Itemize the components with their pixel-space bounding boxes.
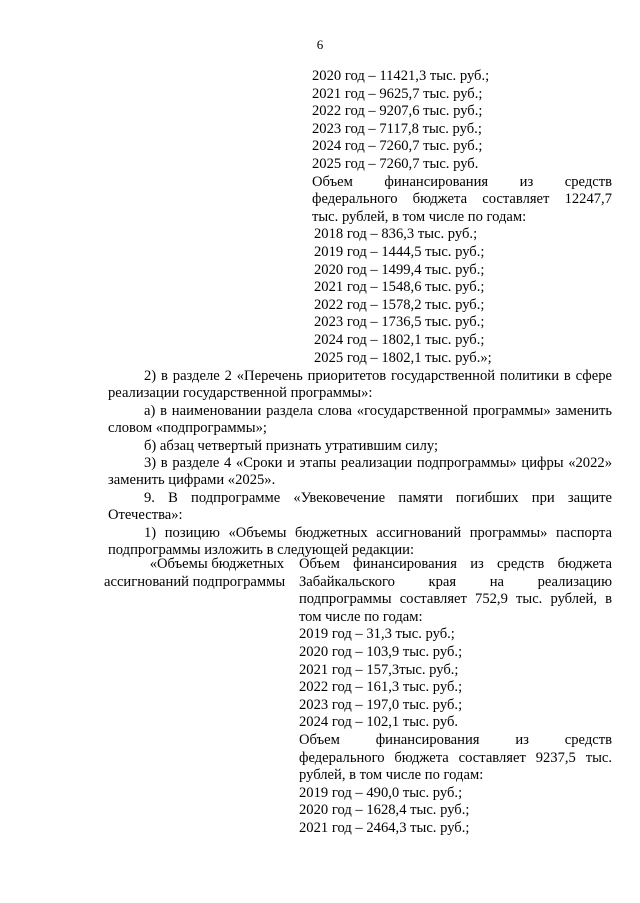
- regional-funding-line: Забайкальского края на реализацию: [299, 573, 612, 590]
- year-line: 2021 год – 157,3тыс. руб.;: [299, 661, 459, 678]
- year-line: 2018 год – 836,3 тыс. руб.;: [314, 226, 478, 243]
- passport-label: [104, 556, 284, 591]
- paragraph: 9. В подпрограмме «Увековечение памяти погибших при защите Отечества»:: [108, 489, 612, 524]
- year-line: 2023 год – 197,0 тыс. руб.;: [299, 696, 463, 713]
- federal-funding-line: Объем финансирования из средств: [312, 173, 612, 190]
- regional-funding-line: подпрограммы составляет 752,9 тыс. рублей, в: [299, 591, 612, 608]
- year-line: 2021 год – 9625,7 тыс. руб.;: [312, 85, 483, 102]
- year-line: 2019 год – 490,0 тыс. руб.;: [299, 784, 463, 801]
- funding-column-top: [312, 68, 612, 367]
- year-line: 2024 год – 102,1 тыс. руб.: [299, 714, 459, 731]
- year-line: 2022 год – 161,3 тыс. руб.;: [299, 679, 463, 696]
- year-line: 2022 год – 1578,2 тыс. руб.;: [314, 296, 485, 313]
- year-line: 2021 год – 1548,6 тыс. руб.;: [314, 279, 485, 296]
- year-line: 2020 год – 11421,3 тыс. руб.;: [312, 68, 490, 84]
- year-line: 2025 год – 7260,7 тыс. руб.: [312, 155, 479, 172]
- paragraph: а) в наименовании раздела слова «государственной программы» заменить словом «подпрограммы»;: [108, 402, 612, 437]
- federal-funding-line: Объем финансирования из средств: [299, 731, 612, 748]
- year-line: 2019 год – 31,3 тыс. руб.;: [299, 626, 455, 643]
- year-line: 2020 год – 1499,4 тыс. руб.;: [314, 261, 485, 278]
- regional-funding-line: Объем финансирования из средств бюджета: [299, 556, 612, 572]
- year-line: 2023 год – 7117,8 тыс. руб.;: [312, 120, 482, 137]
- paragraph: 3) в разделе 4 «Сроки и этапы реализации подпрограммы» цифры «2022» заменить цифрами «2025».: [108, 455, 612, 489]
- federal-funding-line: рублей, в том числе по годам:: [299, 767, 484, 784]
- page-number: 6: [316, 37, 324, 52]
- paragraph: 2) в разделе 2 «Перечень приоритетов государственной политики в сфере реализации государственной программы»:: [108, 368, 612, 402]
- year-line: 2022 год – 9207,6 тыс. руб.;: [312, 103, 483, 120]
- passport-label-line: «Объемы бюджетных: [149, 556, 284, 572]
- passport-funding-column: [299, 556, 612, 838]
- regional-funding-line: том числе по годам:: [299, 608, 423, 625]
- year-line: 2019 год – 1444,5 тыс. руб.;: [314, 243, 485, 260]
- federal-funding-line: тыс. рублей, в том числе по годам:: [312, 208, 527, 225]
- body-text: [108, 368, 612, 559]
- year-line: 2021 год – 2464,3 тыс. руб.;: [299, 819, 470, 836]
- year-line: 2024 год – 1802,1 тыс. руб.;: [314, 331, 485, 348]
- paragraph: 1) позицию «Объемы бюджетных ассигнований программы» паспорта подпрограммы изложить в следующей редакции:: [108, 524, 612, 559]
- year-line: 2024 год – 7260,7 тыс. руб.;: [312, 138, 483, 155]
- year-line: 2020 год – 103,9 тыс. руб.;: [299, 643, 463, 660]
- passport-label-line: ассигнований подпрограммы: [104, 573, 286, 590]
- year-line: 2020 год – 1628,4 тыс. руб.;: [299, 802, 470, 819]
- paragraph: б) абзац четвертый признать утратившим силу;: [144, 437, 439, 454]
- federal-funding-line: федерального бюджета составляет 9237,5 тыс.: [299, 749, 612, 766]
- year-line: 2023 год – 1736,5 тыс. руб.;: [314, 314, 485, 331]
- federal-funding-line: федерального бюджета составляет 12247,7: [312, 191, 612, 208]
- year-line: 2025 год – 1802,1 тыс. руб.»;: [314, 349, 492, 366]
